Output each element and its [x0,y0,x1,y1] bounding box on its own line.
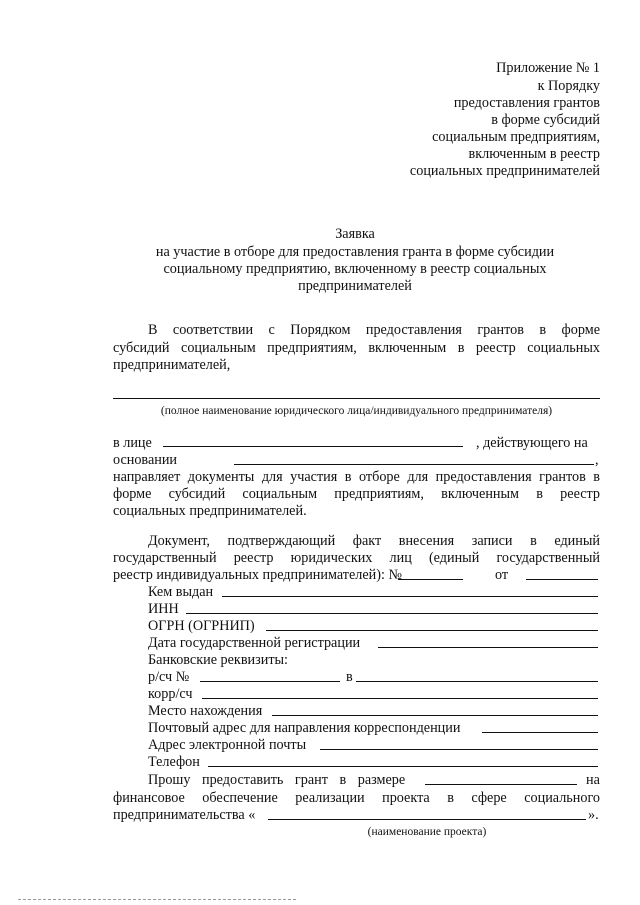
ogrn-field[interactable] [266,630,598,631]
appendix-line-4: в форме субсидий [491,112,600,128]
request-line-3-end: ». [588,807,599,823]
title-line-1: на участие в отборе для предоставления гранта в форме субсидии [155,244,555,260]
issued-by-label: Кем выдан [148,584,214,600]
postal-address-label: Почтовый адрес для направления корреспонденции [148,720,461,736]
appendix-line-2: к Порядку [537,78,600,94]
intro-line-2: субсидий социальным предприятиям, включенным в реестр социальных [113,340,600,356]
email-field[interactable] [320,749,598,750]
basis-comma: , [595,452,599,468]
document-number-field[interactable] [398,579,463,580]
bank-in-label: в [346,669,353,685]
document-line-2: государственный реестр юридических лиц (единый государственный [113,550,600,566]
appendix-line-5: социальным предприятиям, [432,129,600,145]
bank-name-field[interactable] [356,681,598,682]
corr-account-field[interactable] [202,698,598,699]
location-label: Место нахождения [148,703,263,719]
issued-by-field[interactable] [222,596,598,597]
corr-account-label: корр/сч [148,686,193,702]
ogrn-label: ОГРН (ОГРНИП) [148,618,255,634]
appendix-line-3: предоставления грантов [453,95,600,111]
document-line-1: Документ, подтверждающий факт внесения записи в единый [148,533,600,549]
bank-details-label: Банковские реквизиты: [148,652,288,668]
sends-line-2: форме субсидий социальным предприятиям, включенным в реестр [113,486,600,502]
request-line-3-start: предпринимательства « [113,807,256,823]
account-label: р/сч № [148,669,190,685]
title-line-2: социальному предприятию, включенному в реестр социальных [163,261,547,277]
title-heading: Заявка [335,226,375,242]
request-na: на [586,772,600,788]
appendix-line-6: включенным в реестр [468,146,600,162]
inn-label: ИНН [148,601,179,617]
basis-label: основании [113,452,178,468]
reg-date-field[interactable] [378,647,598,648]
grant-amount-field[interactable] [425,784,577,785]
appendix-line-1: Приложение № 1 [496,60,600,76]
document-line-3: реестр индивидуальных предпринимателей): № [113,567,403,583]
intro-line-3: предпринимателей, [113,357,231,373]
postal-address-field[interactable] [482,732,598,733]
representative-field[interactable] [163,446,463,447]
inn-field[interactable] [186,613,598,614]
appendix-line-7: социальных предпринимателей [409,163,600,179]
location-field[interactable] [272,715,598,716]
email-label: Адрес электронной почты [148,737,307,753]
request-line-2: финансовое обеспечение реализации проекта в сфере социального [113,790,600,806]
reg-date-label: Дата государственной регистрации [148,635,361,651]
acting-label: , действующего на [476,435,588,451]
project-name-field[interactable] [268,819,586,820]
title-line-3: предпринимателей [298,278,412,294]
in-person-label: в лице [113,435,152,451]
account-field[interactable] [200,681,340,682]
fullname-caption: (полное наименование юридического лица/индивидуального предпринимателя) [160,405,553,417]
project-name-caption: (наименование проекта) [367,826,487,838]
basis-field[interactable] [234,464,594,465]
document-date-field[interactable] [526,579,598,580]
sends-line-1: направляет документы для участия в отборе для предоставления грантов в [113,469,600,485]
sends-line-3: социальных предпринимателей. [113,503,307,519]
fullname-field[interactable] [113,398,600,399]
phone-label: Телефон [148,754,200,770]
page-edge-mark [18,899,296,900]
request-line-1: Прошу предоставить грант в размере [148,772,406,788]
phone-field[interactable] [208,766,598,767]
document-from-label: от [495,567,509,583]
intro-line-1: В соответствии с Порядком предоставления грантов в форме [148,322,600,338]
